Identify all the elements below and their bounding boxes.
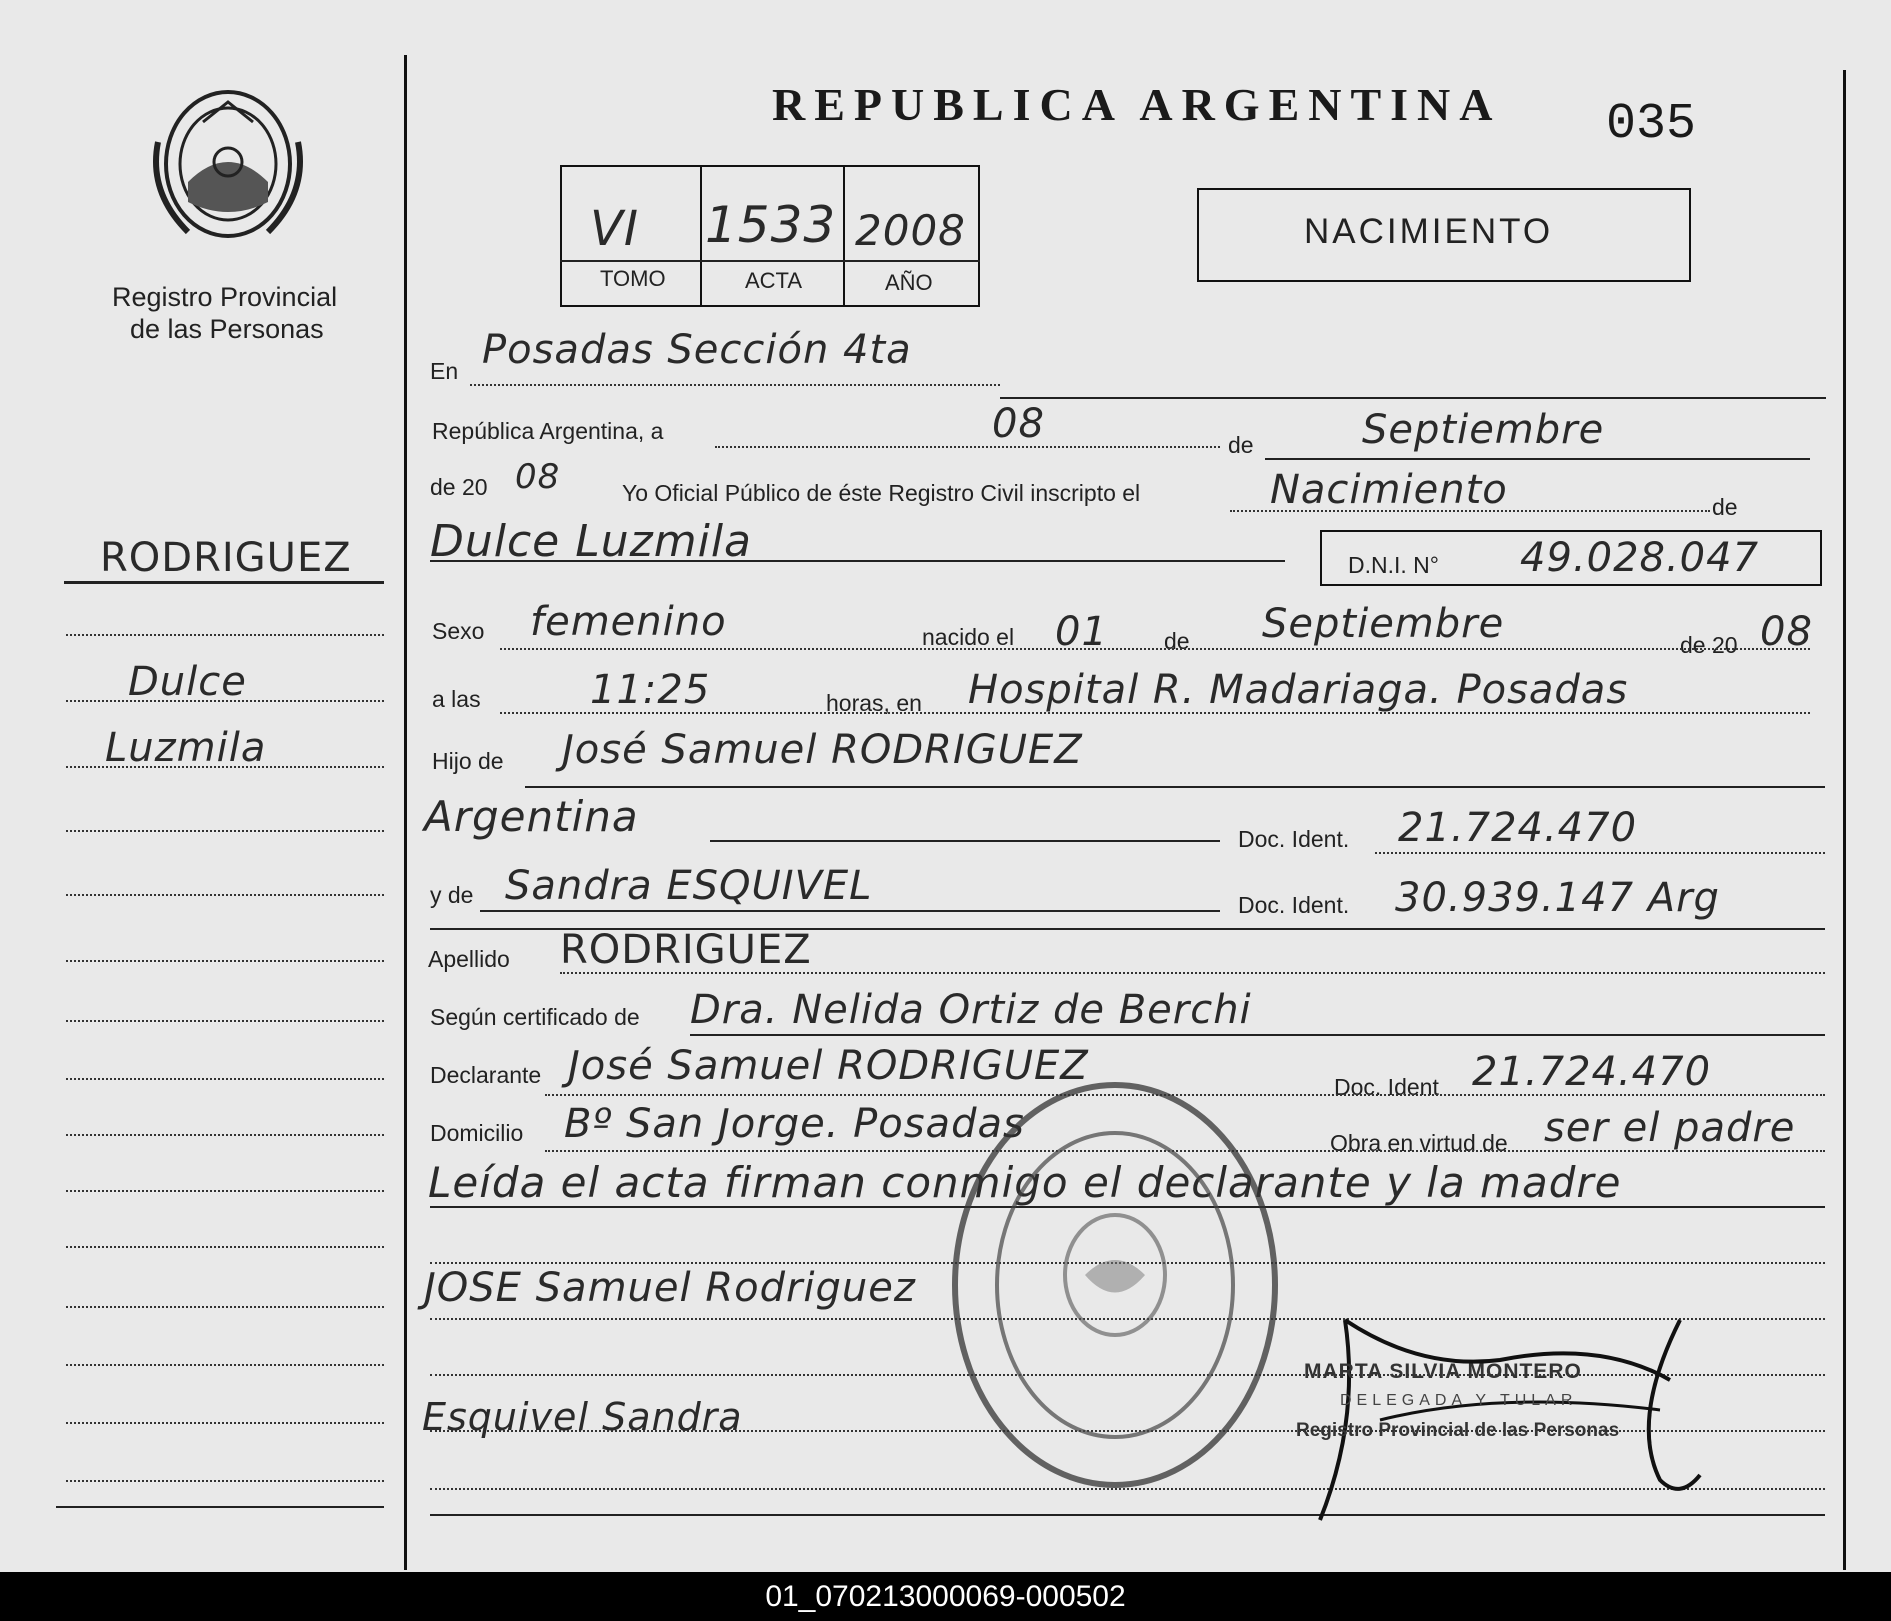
value-authority: ser el padre xyxy=(1544,1105,1796,1151)
acta-label: ACTA xyxy=(745,268,803,293)
label-de20: de 20 xyxy=(430,474,488,500)
line-month xyxy=(1265,458,1810,460)
label-de-1: de xyxy=(1228,432,1254,458)
line-father xyxy=(525,786,1825,788)
official-seal-stamp xyxy=(945,1075,1285,1495)
line-certificate xyxy=(690,1034,1825,1036)
official-office: Registro Provincial de las Personas xyxy=(1296,1420,1620,1441)
value-name: Dulce Luzmila xyxy=(430,516,753,567)
margin-rule-line xyxy=(66,1306,384,1308)
line-inscribed xyxy=(1230,510,1710,512)
value-mother-doc: 30.939.147 Arg xyxy=(1395,875,1720,921)
line-name xyxy=(430,560,1285,562)
value-place: Posadas Sección 4ta xyxy=(482,327,912,373)
margin-rule-line xyxy=(66,1422,384,1424)
value-day: 08 xyxy=(992,401,1045,447)
tomo-value: VI xyxy=(590,201,639,257)
label-yo-oficial: Yo Oficial Público de éste Registro Civil inscripto el xyxy=(622,480,1141,506)
value-father-doc: 21.724.470 xyxy=(1398,805,1638,851)
margin-rule-line xyxy=(66,766,384,768)
acta-value: 1533 xyxy=(705,196,837,254)
label-dni: D.N.I. N° xyxy=(1348,552,1439,578)
margin-rule-line xyxy=(66,1480,384,1482)
value-month: Septiembre xyxy=(1362,407,1605,453)
footer-barcode-text: 01_070213000069-000502 xyxy=(765,1580,1126,1613)
line-nationality xyxy=(710,840,1220,842)
value-year-suffix: 08 xyxy=(515,457,561,497)
value-inscribed: Nacimiento xyxy=(1270,467,1508,513)
margin-given2: Luzmila xyxy=(105,725,267,771)
country-title: REPUBLICA ARGENTINA xyxy=(772,79,1502,130)
margin-rule-line xyxy=(66,1134,384,1136)
line-time xyxy=(500,712,1810,714)
label-doc-ident-1: Doc. Ident. xyxy=(1238,826,1350,852)
value-birth-month: Septiembre xyxy=(1262,601,1505,647)
value-mother: Sandra ESQUIVEL xyxy=(505,863,873,909)
label-de-3: de xyxy=(1164,628,1190,654)
line-sex xyxy=(500,648,1810,650)
margin-rule-line xyxy=(66,1246,384,1248)
label-hijo: Hijo de xyxy=(432,748,504,774)
left-border xyxy=(404,55,407,1570)
label-nacido: nacido el xyxy=(922,624,1015,650)
value-declarant-doc: 21.724.470 xyxy=(1472,1049,1712,1095)
value-birth-day: 01 xyxy=(1055,609,1108,655)
official-name: MARTA SILVIA MONTERO xyxy=(1304,1360,1582,1383)
line-day xyxy=(715,446,1220,448)
margin-rule-line xyxy=(66,1364,384,1366)
official-signature-icon xyxy=(1300,1300,1720,1530)
label-republica: República Argentina, a xyxy=(432,418,664,444)
margin-rule-line xyxy=(66,700,384,702)
box-divider-h xyxy=(560,260,980,262)
anio-label: AÑO xyxy=(885,270,933,295)
label-a-las: a las xyxy=(432,686,481,712)
label-segun: Según certificado de xyxy=(430,1004,640,1030)
box-divider-2 xyxy=(843,165,845,307)
label-en: En xyxy=(430,358,459,384)
value-closing: Leída el acta firman conmigo el declarante y la madre xyxy=(428,1158,1622,1207)
label-apellido: Apellido xyxy=(428,946,510,972)
margin-rule-line xyxy=(66,634,384,636)
value-time: 11:25 xyxy=(590,667,711,713)
margin-rule-line xyxy=(66,1190,384,1192)
label-y-de: y de xyxy=(430,882,474,908)
line-surname xyxy=(560,972,1825,974)
margin-rule-line xyxy=(66,1020,384,1022)
line-father-doc xyxy=(1375,852,1825,854)
label-de20-2: de 20 xyxy=(1680,632,1738,658)
value-dni: 49.028.047 xyxy=(1520,535,1760,581)
tomo-label: TOMO xyxy=(600,266,666,291)
label-obra: Obra en virtud de xyxy=(1330,1130,1508,1156)
official-title: DELEGADA Y TULAR xyxy=(1340,1392,1578,1409)
coat-of-arms-logo xyxy=(148,82,308,252)
label-sexo: Sexo xyxy=(432,618,485,644)
margin-rule-line xyxy=(66,1078,384,1080)
signature-declarant: JOSE Samuel Rodriguez xyxy=(424,1265,916,1311)
signature-mother: Esquivel Sandra xyxy=(422,1395,743,1439)
value-birth-year-suffix: 08 xyxy=(1760,609,1813,655)
line-place-2 xyxy=(1000,397,1826,399)
line-place xyxy=(470,384,1000,386)
line-mother xyxy=(480,910,1220,912)
value-certificate: Dra. Nelida Ortiz de Berchi xyxy=(690,987,1252,1033)
label-doc-ident-3: Doc. Ident xyxy=(1334,1074,1439,1100)
label-doc-ident-2: Doc. Ident. xyxy=(1238,892,1350,918)
value-birth-place: Hospital R. Madariaga. Posadas xyxy=(968,667,1629,713)
value-surname: RODRIGUEZ xyxy=(560,927,812,973)
registry-name-line1: Registro Provincial xyxy=(112,282,338,312)
label-de-2: de xyxy=(1712,494,1738,520)
margin-rule-bottom xyxy=(56,1506,384,1508)
value-father-nationality: Argentina xyxy=(424,792,639,841)
right-border xyxy=(1843,70,1846,1570)
value-address: Bº San Jorge. Posadas xyxy=(564,1101,1025,1147)
margin-given1: Dulce xyxy=(128,659,247,705)
margin-rule-line xyxy=(66,960,384,962)
margin-line xyxy=(64,581,384,584)
margin-rule-line xyxy=(66,830,384,832)
value-father: José Samuel RODRIGUEZ xyxy=(562,727,1083,773)
record-type: NACIMIENTO xyxy=(1304,212,1554,251)
registry-name-line2: de las Personas xyxy=(130,314,324,344)
anio-value: 2008 xyxy=(855,206,966,255)
margin-rule-line xyxy=(66,894,384,896)
label-horas: horas, en xyxy=(826,690,922,716)
value-declarant: José Samuel RODRIGUEZ xyxy=(568,1043,1089,1089)
box-divider-1 xyxy=(700,165,702,307)
label-declarante: Declarante xyxy=(430,1062,542,1088)
label-domicilio: Domicilio xyxy=(430,1120,524,1146)
value-sex: femenino xyxy=(530,599,727,645)
folio-number: 035 xyxy=(1606,96,1697,153)
margin-surname: RODRIGUEZ xyxy=(100,535,352,581)
